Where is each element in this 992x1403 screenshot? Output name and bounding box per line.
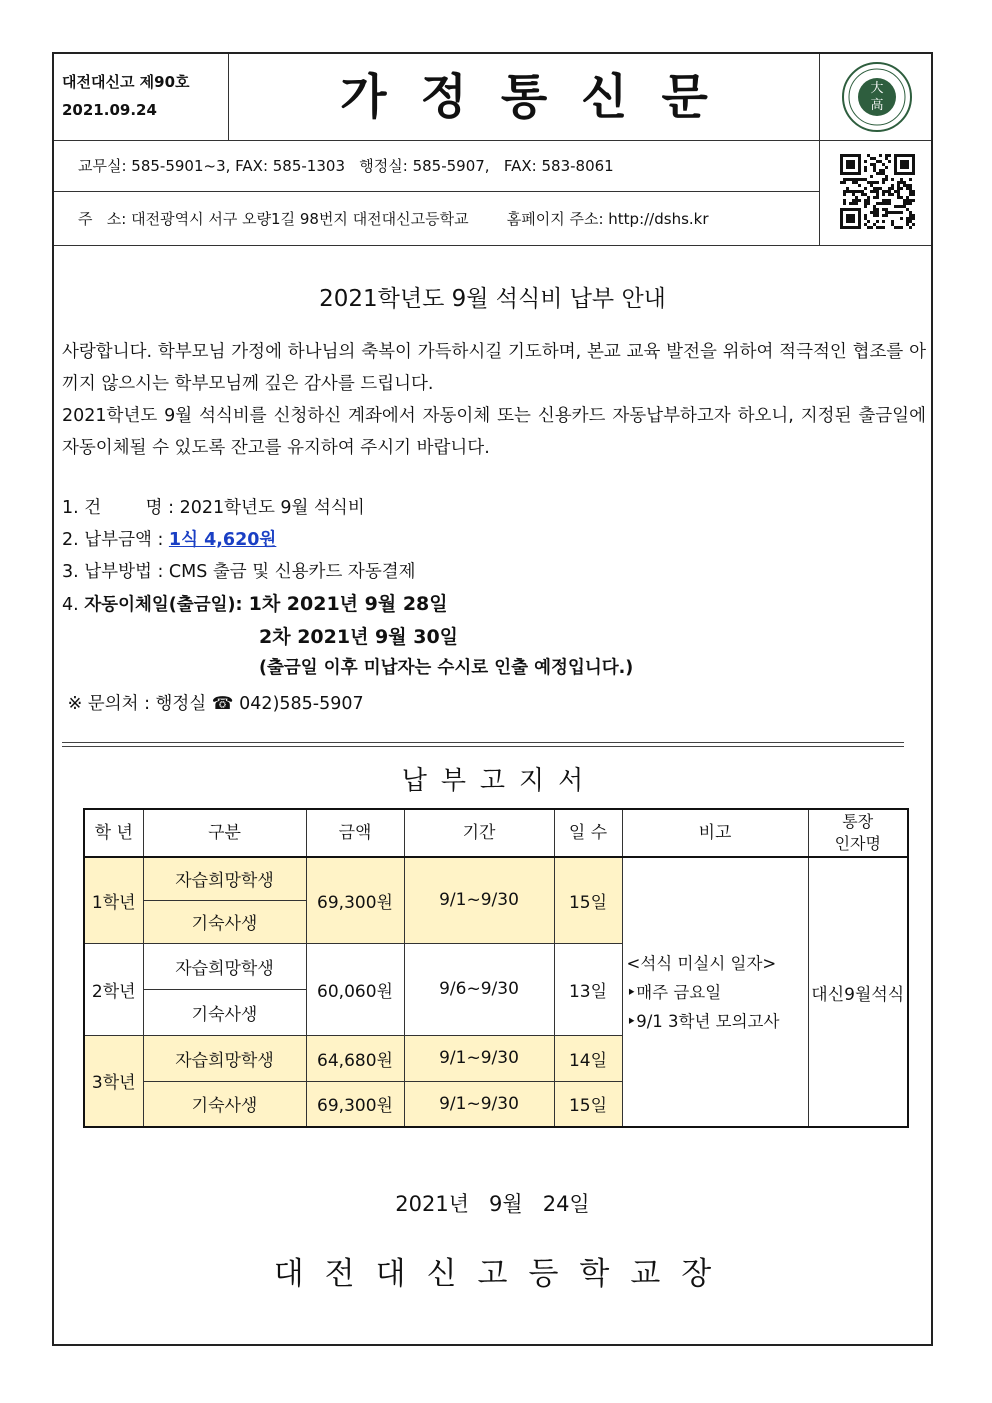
period-cell: 9/1~9/30 — [404, 1035, 554, 1081]
item-transfer-label: 자동이체일(출금일): — [84, 595, 249, 615]
item-method — [62, 556, 416, 588]
amount-cell: 69,300원 — [306, 857, 404, 943]
item-transfer-date — [62, 588, 448, 621]
item-subject-value: 2021학년도 9월 석식비 — [179, 498, 365, 518]
item-amount-label: 2. 납부금액 : — [62, 530, 169, 550]
note-title: <석식 미실시 일자> — [626, 953, 777, 973]
item-method-value: CMS 출금 및 신용카드 자동결제 — [168, 562, 416, 582]
period-cell: 9/6~9/30 — [404, 943, 554, 1035]
greeting-paragraph: 사랑합니다. 학부모님 가정에 하나님의 축복이 가득하시길 기도하며, 본교 교육 발전을 위하여 적극적인 협조를 아끼지 않으시는 학부모님께 깊은 감사를 드립니다. — [62, 342, 926, 394]
double-divider — [62, 742, 904, 747]
type-cell: 자습희망학생 — [143, 943, 306, 989]
days-cell: 15일 — [554, 857, 622, 943]
newsletter-header — [54, 54, 931, 141]
grade-cell: 3학년 — [84, 1035, 143, 1127]
days-cell: 15일 — [554, 1081, 622, 1127]
period-cell: 9/1~9/30 — [404, 857, 554, 943]
note-line-friday: ‣매주 금요일 — [626, 982, 722, 1002]
header-grade: 학 년 — [84, 809, 143, 857]
instruction-paragraph: 2021학년도 9월 석식비를 신청하신 계좌에서 자동이체 또는 신용카드 자동납부하고자 하오니, 지정된 출금일에 자동이체될 수 있도록 잔고를 유지하여 주시기 바랍니다. — [62, 406, 926, 458]
item-amount — [62, 524, 276, 556]
transfer-first-date: 1차 2021년 9월 28일 — [248, 593, 448, 615]
item-transfer-num: 4. — [62, 595, 85, 615]
header-period: 기간 — [404, 809, 554, 857]
school-emblem-icon — [820, 54, 934, 140]
inquiry-contact: ※ 문의처 : 행정실 ☎ 042)585-5907 — [62, 694, 364, 714]
days-cell: 13일 — [554, 943, 622, 1035]
bill-title: 납부고지서 — [401, 766, 598, 796]
header-account-name: 통장 인자명 — [808, 809, 908, 857]
account-name-cell: 대신9월석식 — [808, 857, 908, 1127]
issue-number: 대전대신고 제90호 — [62, 73, 190, 91]
item-subject-label: 1. 건 명 : — [62, 498, 180, 518]
amount-cell: 64,680원 — [306, 1035, 404, 1081]
issue-footer-date: 2021년 9월 24일 — [395, 1192, 590, 1216]
principal-signature: 대전대신고등학교장 — [273, 1256, 733, 1292]
contact-phone-line: 교무실: 585-5901~3, FAX: 585-1303 행정실: 585-5907, FAX: 583-8061 — [54, 140, 819, 192]
type-cell: 자습희망학생 — [143, 1035, 306, 1081]
transfer-note: (출금일 이후 미납자는 수시로 인출 예정입니다.) — [259, 658, 634, 678]
newsletter-frame — [52, 52, 933, 1346]
item-subject — [62, 492, 365, 524]
amount-cell: 60,060원 — [306, 943, 404, 1035]
period-cell: 9/1~9/30 — [404, 1081, 554, 1127]
header-note: 비고 — [622, 809, 808, 857]
days-cell: 14일 — [554, 1035, 622, 1081]
item-amount-value: 1식 4,620원 — [168, 530, 277, 550]
item-method-label: 3. 납부방법 : — [62, 562, 169, 582]
header-type: 구분 — [143, 809, 306, 857]
type-cell: 기숙사생 — [143, 900, 306, 943]
header-amount: 금액 — [306, 809, 404, 857]
newsletter-title: 가정통신문 — [340, 69, 742, 125]
grade-cell: 2학년 — [84, 943, 143, 1035]
contact-address-line: 주 소: 대전광역시 서구 오량1길 98번지 대전대신고등학교 홈페이지 주소: http://dshs.kr — [78, 210, 709, 228]
note-line-mock-exam: ‣9/1 3학년 모의고사 — [626, 1011, 780, 1031]
payment-table — [83, 808, 909, 1128]
notice-title: 2021학년도 9월 석식비 납부 안내 — [319, 286, 666, 312]
type-cell: 기숙사생 — [143, 1081, 306, 1127]
header-separator — [54, 245, 931, 246]
svg-text:高: 高 — [870, 98, 884, 113]
issue-box — [54, 54, 229, 140]
qr-code[interactable] — [819, 140, 934, 245]
type-cell: 자습희망학생 — [143, 857, 306, 900]
qr-code-icon — [820, 140, 934, 245]
svg-text:大: 大 — [870, 81, 884, 96]
issue-date: 2021.09.24 — [62, 101, 157, 119]
amount-cell: 69,300원 — [306, 1081, 404, 1127]
note-cell — [622, 857, 808, 1127]
table-header-row — [84, 809, 908, 857]
type-cell: 기숙사생 — [143, 989, 306, 1035]
transfer-second-date: 2차 2021년 9월 30일 — [259, 626, 459, 648]
school-emblem — [819, 54, 934, 140]
header-days: 일 수 — [554, 809, 622, 857]
table-row — [84, 857, 908, 900]
grade-cell: 1학년 — [84, 857, 143, 943]
